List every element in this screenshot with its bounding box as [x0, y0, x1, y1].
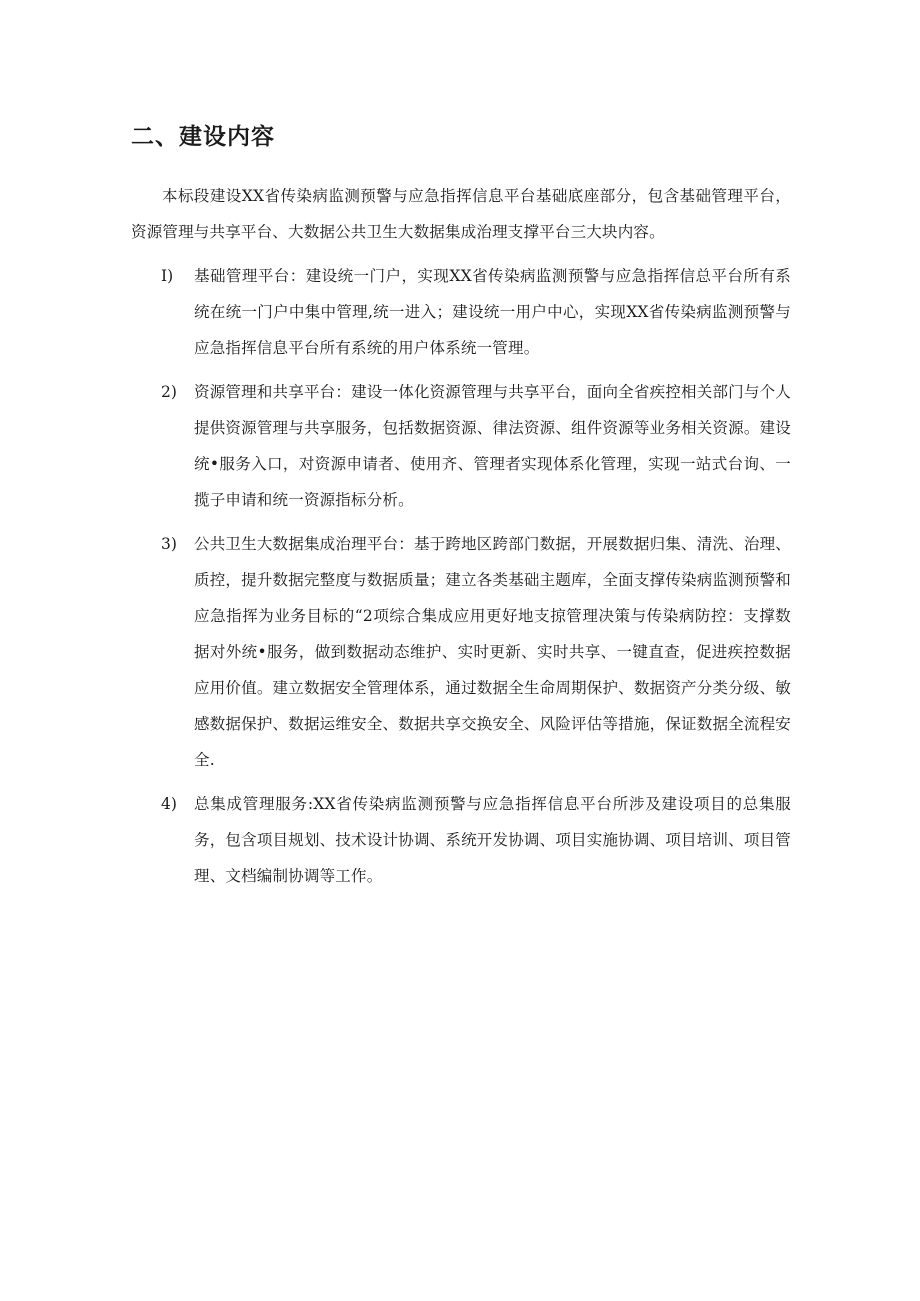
list-item-number: 4): [161, 795, 177, 813]
list-item-text: 基础管理平台：建设统一门户，实现XX省传染病监测预警与应急指挥信总平台所有系统在统一门户中集中管理,统一进入；建设统一用户中心，实现XX省传染病监测预警与应急指挥信息平台所有系统的用户体系统一管理。: [194, 267, 791, 357]
list-item-text: 公共卫生大数据集成治理平台：基于跨地区跨部门数据，开展数据归集、清洗、治理、质控，提升数据完整度与数据质量；建立各类基础主题库，全面支撑传染病监测预警和应急指挥为业务目标的“2项综合集成应用更好地支掠管理决策与传染病防控：支撑数据对外统•服务，做到数据动态维护、实时更新、实时共享、一键直查，促进疾控数据应用价值。建立数据安全管理体系，通过数据全生命周期保护、数据资产分类分级、敏感数据保护、数据运维安全、数据共享交换安全、风险评估等措施，保证数据全流程安全.: [194, 535, 791, 769]
list-item-text: 总集成管理服务:XX省传染病监测预警与应急指挥信息平台所涉及建设项目的总集服务，包含项目规划、技术设计协调、系统开发协调、项目实施协调、项目培训、项目管理、文档编制协调等工作。: [194, 795, 791, 885]
section-heading: 二、建设内容: [131, 124, 275, 150]
section-content: [131, 178, 791, 902]
list-item: [131, 786, 791, 894]
list-item: [131, 258, 791, 366]
list-item-text: 资源管理和共享平台：建设一体化资源管理与共享平台，面向全省疾控相关部门与个人提供资源管理与共享服务，包括数据资源、律法资源、组件资源等业务相关资源。建设统•服务入口，对资源申请者、使用齐、管理者实现体系化管理，实现一站式台询、一揽子申请和统一资源指标分析。: [194, 383, 791, 509]
list-item: [131, 374, 791, 518]
intro-paragraph: 本标段建设XX省传染病监测预警与应急指挥信息平台基础底座部分，包含基础管理平台，资源管理与共享平台、大数据公共卫生大数据集成治理支撑平台三大块内容。: [131, 187, 791, 241]
list-item: [131, 526, 791, 778]
list-item-number: 3): [161, 535, 177, 553]
list-item-number: 2): [161, 383, 177, 401]
list-item-number: I): [161, 267, 174, 285]
